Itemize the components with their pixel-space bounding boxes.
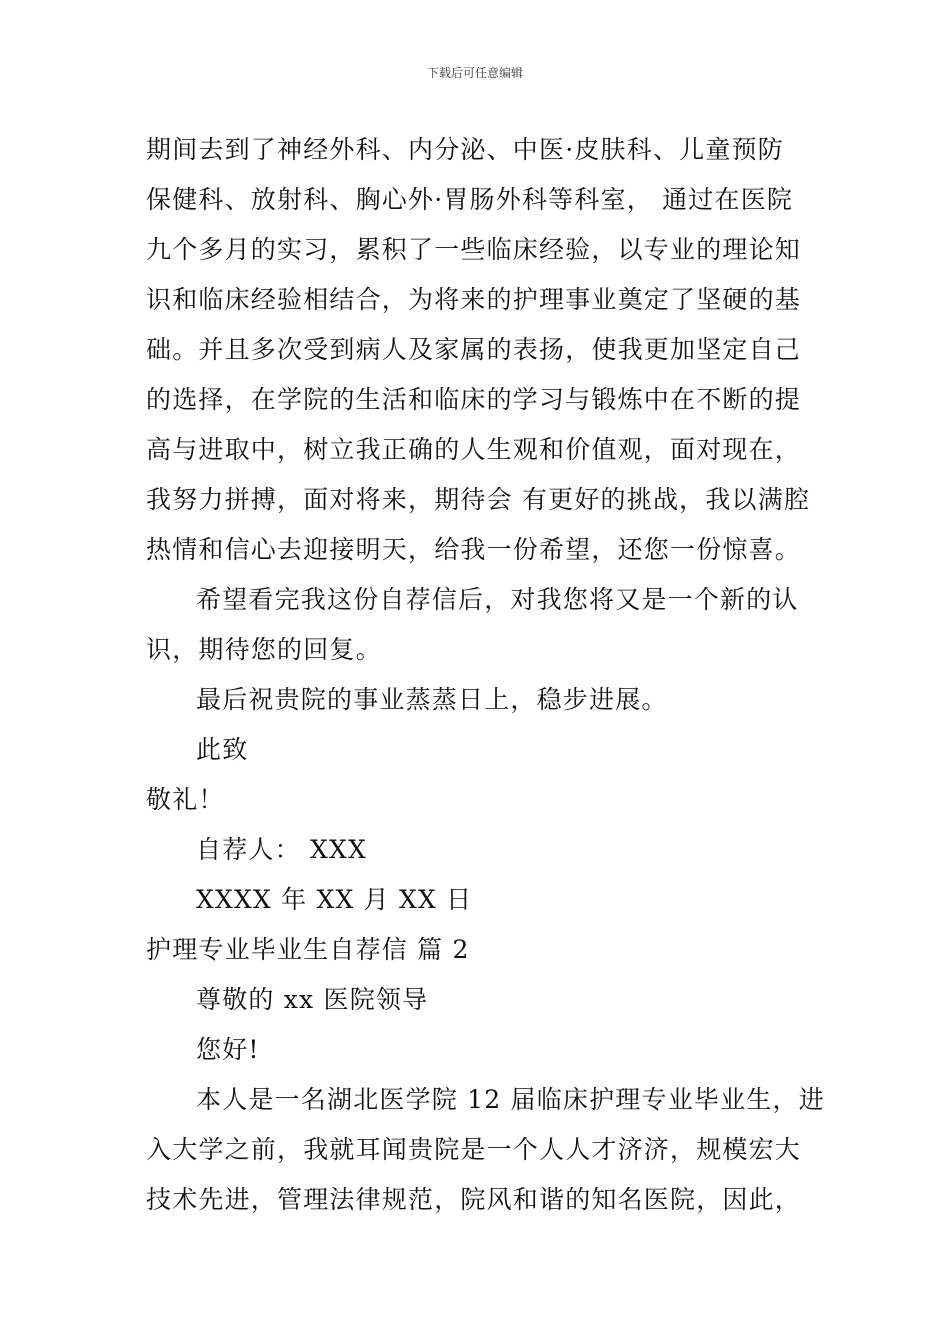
body-line: 的选择，在学院的生活和临床的学习与锻炼中在不断的提 xyxy=(146,385,802,414)
body-line: 保健科、放射科、胸心外·胃肠外科等科室， 通过在医院 xyxy=(146,185,794,214)
closing-wish: 最后祝贵院的事业蒸蒸日上，稳步进展。 xyxy=(196,685,668,714)
paragraph-line: 希望看完我这份自荐信后，对我您将又是一个新的认 xyxy=(196,585,799,614)
body-line: 础。并且多次受到病人及家属的表扬，使我更加坚定自己 xyxy=(146,335,802,364)
body-line: 高与进取中，树立我正确的人生观和价值观，面对现在， xyxy=(146,435,802,464)
page-header: 下载后可任意编辑 xyxy=(426,66,523,80)
date-line: XXXX 年 XX 月 XX 日 xyxy=(196,885,473,914)
salutation-respect: 敬礼！ xyxy=(146,785,225,814)
body-line: 识，期待您的回复。 xyxy=(146,635,382,664)
signature-line: 自荐人： XXX xyxy=(196,835,367,864)
body-line: 识和临床经验相结合，为将来的护理事业奠定了坚硬的基 xyxy=(146,285,802,314)
body-line: 技术先进，管理法律规范，院风和谐的知名医院，因此， xyxy=(146,1185,802,1214)
body-line: 我努力拼搏，面对将来，期待会 有更好的挑战，我以满腔 xyxy=(146,485,811,514)
greeting-hello: 您好! xyxy=(196,1035,260,1064)
body-line: 入大学之前，我就耳闻贵院是一个人人才济济，规模宏大 xyxy=(146,1135,802,1164)
body-line: 九个多月的实习，累积了一些临床经验，以专业的理论知 xyxy=(146,235,802,264)
paragraph-line: 本人是一名湖北医学院 12 届临床护理专业毕业生，进 xyxy=(196,1085,825,1114)
section-title: 护理专业毕业生自荐信 篇 2 xyxy=(146,935,470,964)
salutation-closing: 此致 xyxy=(196,735,249,764)
greeting-recipient: 尊敬的 xx 医院领导 xyxy=(196,985,429,1014)
body-line: 期间去到了神经外科、内分泌、中医·皮肤科、儿童预防 xyxy=(146,135,784,164)
body-line: 热情和信心去迎接明天，给我一份希望，还您一份惊喜。 xyxy=(146,535,802,564)
